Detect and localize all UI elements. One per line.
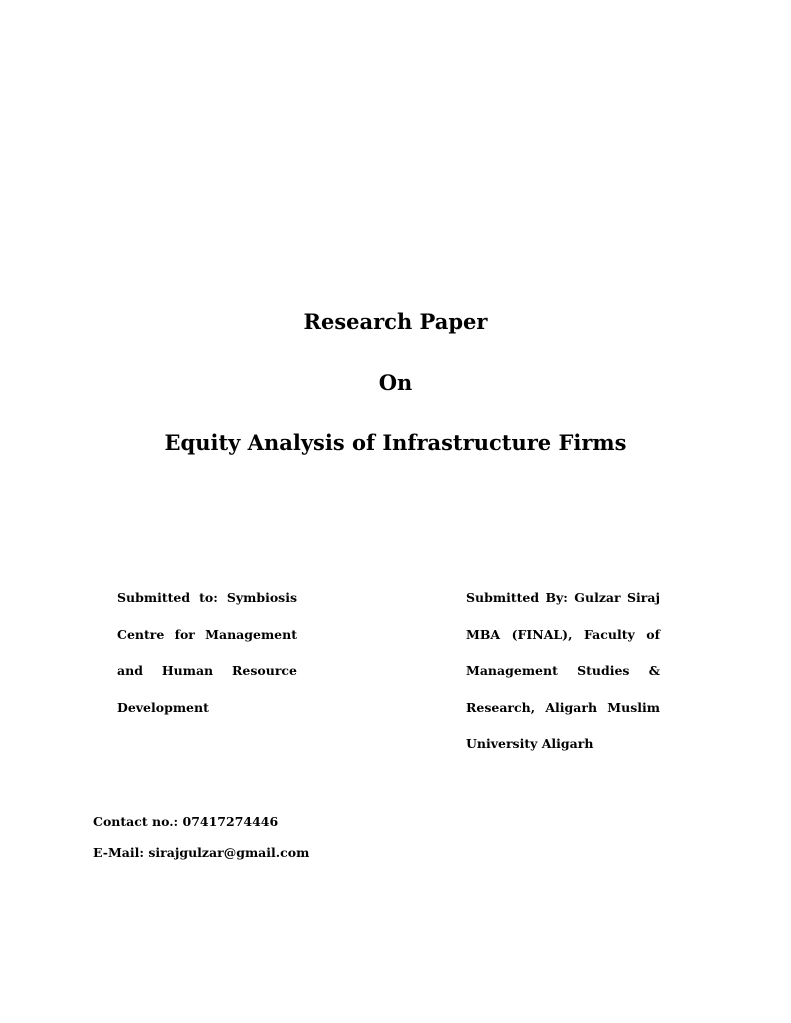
submitted-by-line: MBA (FINAL), Faculty of bbox=[466, 626, 660, 642]
submitted-by-line: Management Studies & bbox=[466, 663, 660, 679]
submitted-by-block bbox=[466, 585, 660, 768]
submitted-to-line: Submitted to: Symbiosis bbox=[117, 590, 297, 605]
submitted-by-line: Submitted By: Gulzar Siraj bbox=[466, 590, 660, 605]
submitted-to-line: and Human Resource bbox=[117, 663, 297, 679]
submitted-by-line: Research, Aligarh Muslim bbox=[466, 699, 660, 715]
paper-title-heading: Research Paper bbox=[303, 309, 488, 334]
paper-title-subject: Equity Analysis of Infrastructure Firms bbox=[164, 430, 627, 455]
submitted-to-line: Development bbox=[117, 699, 209, 715]
submitted-to-line: Centre for Management bbox=[117, 626, 297, 642]
contact-phone: Contact no.: 07417274446 bbox=[93, 814, 279, 829]
submitted-to-block bbox=[117, 585, 297, 731]
contact-email: E-Mail: sirajgulzar@gmail.com bbox=[93, 845, 310, 860]
paper-title-connector: On bbox=[378, 370, 413, 395]
submitted-by-line: University Aligarh bbox=[466, 736, 594, 752]
